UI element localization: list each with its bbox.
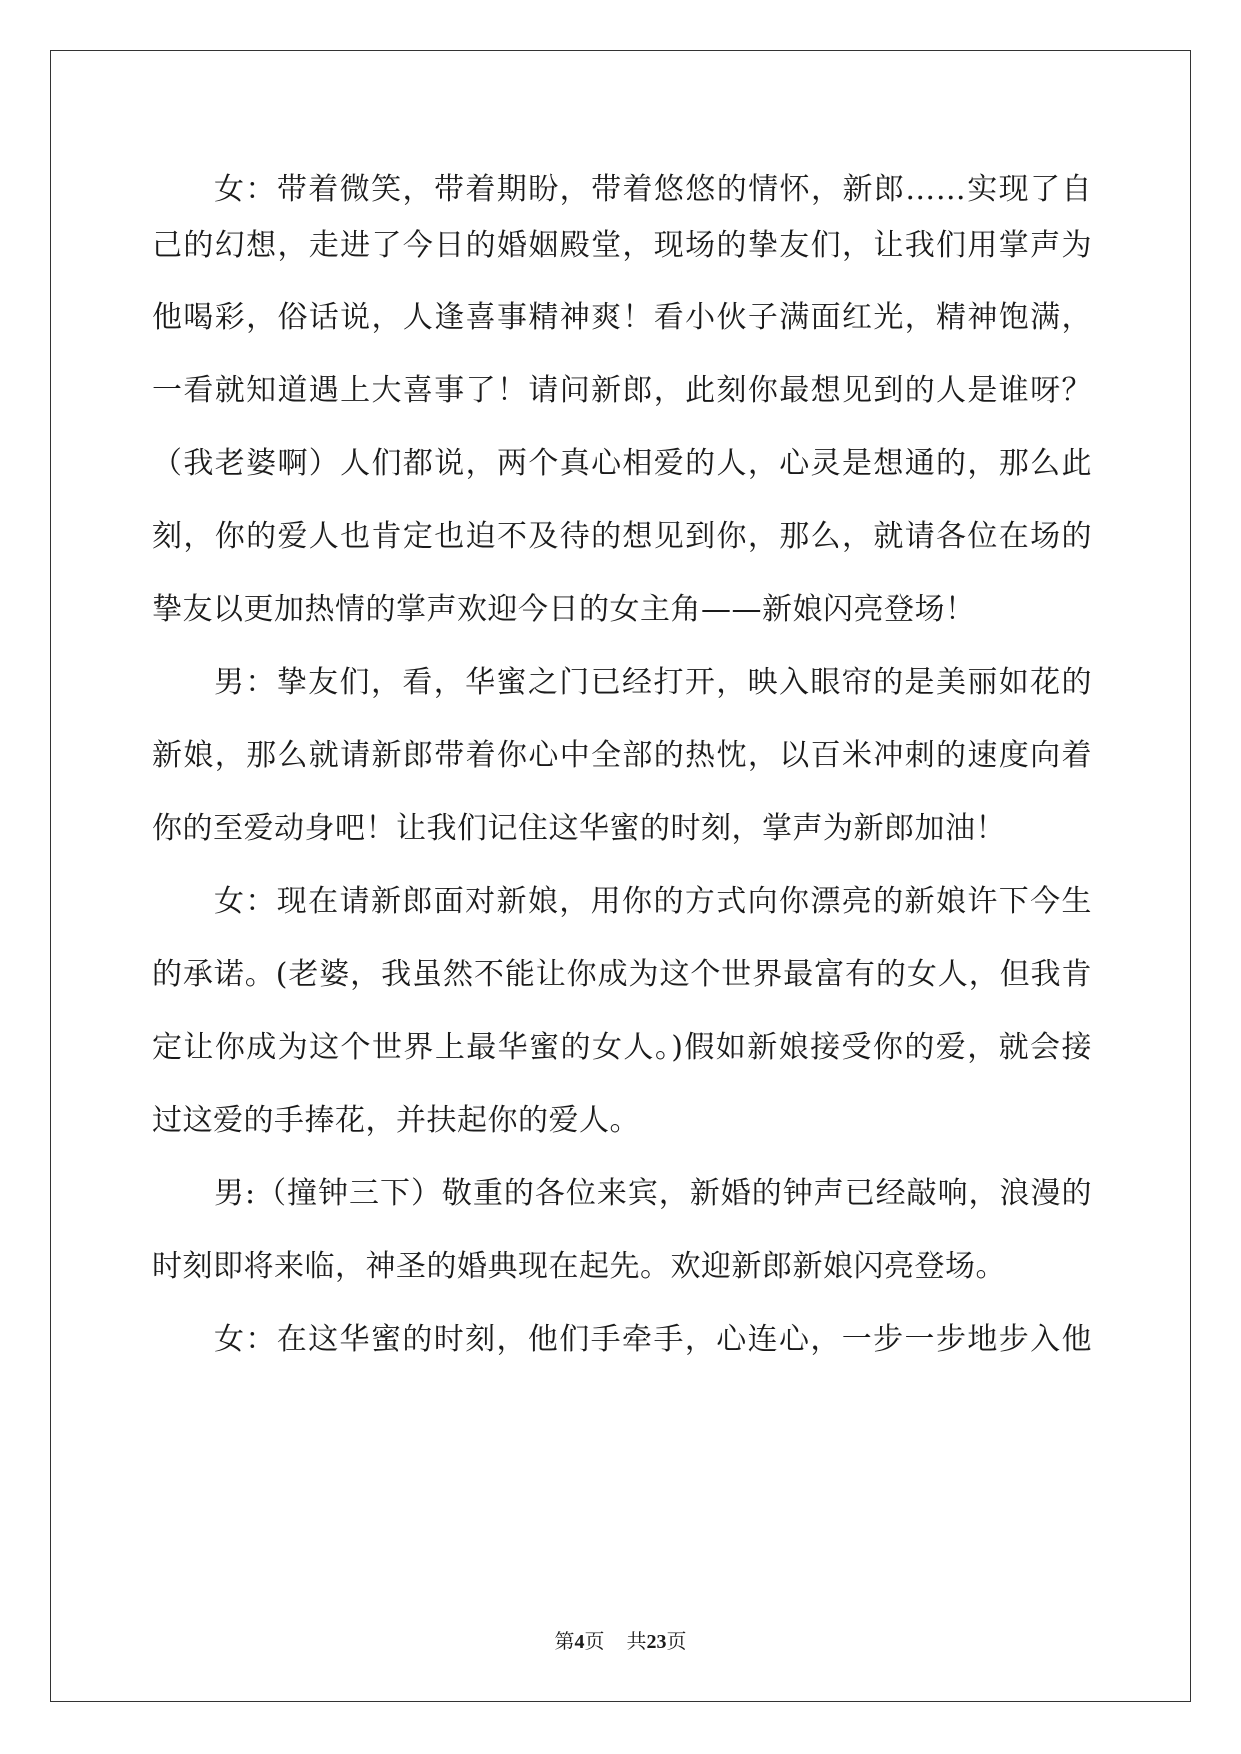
text-line: 女：在这华蜜的时刻，他们手牵手，心连心，一步一步地步入他 [214, 1322, 1092, 1357]
text-line: 定让你成为这个世界上最华蜜的女人。)假如新娘接受你的爱，就会接 [152, 1030, 1092, 1065]
page-prefix: 第 [554, 1631, 575, 1653]
text-line: 的承诺。(老婆，我虽然不能让你成为这个世界最富有的女人，但我肯 [152, 957, 1092, 992]
text-line: 己的幻想，走进了今日的婚姻殿堂，现场的挚友们，让我们用掌声为 [152, 228, 1092, 263]
total-pages: 23 [646, 1631, 667, 1653]
text-line: （我老婆啊）人们都说，两个真心相爱的人，心灵是想通的，那么此 [152, 446, 1092, 481]
text-line: 男:（撞钟三下）敬重的各位来宾，新婚的钟声已经敲响，浪漫的 [214, 1176, 1092, 1211]
text-line: 一看就知道遇上大喜事了！请问新郎，此刻你最想见到的人是谁呀？ [152, 373, 1092, 408]
text-line: 他喝彩，俗话说，人逢喜事精神爽！看小伙子满面红光，精神饱满， [152, 300, 1092, 335]
page-footer [0, 1628, 1241, 1656]
total-suffix: 页 [666, 1631, 687, 1653]
page-suffix: 页 [584, 1631, 605, 1653]
total-prefix: 共 [626, 1631, 647, 1653]
page-number: 4 [574, 1631, 585, 1653]
text-line: 时刻即将来临，神圣的婚典现在起先。欢迎新郎新娘闪亮登场。 [152, 1249, 1006, 1284]
text-line: 女：带着微笑，带着期盼，带着悠悠的情怀，新郎……实现了自 [214, 172, 1092, 207]
text-line: 挚友以更加热情的掌声欢迎今日的女主角——新娘闪亮登场！ [152, 592, 976, 627]
text-line: 你的至爱动身吧！让我们记住这华蜜的时刻，掌声为新郎加油！ [152, 811, 1006, 846]
text-line: 男：挚友们，看，华蜜之门已经打开，映入眼帘的是美丽如花的 [214, 665, 1092, 700]
text-line: 新娘，那么就请新郎带着你心中全部的热忱，以百米冲刺的速度向着 [152, 738, 1092, 773]
text-line: 女：现在请新郎面对新娘，用你的方式向你漂亮的新娘许下今生 [214, 884, 1092, 919]
text-line: 刻，你的爱人也肯定也迫不及待的想见到你，那么，就请各位在场的 [152, 519, 1092, 554]
text-line: 过这爱的手捧花，并扶起你的爱人。 [152, 1103, 640, 1138]
